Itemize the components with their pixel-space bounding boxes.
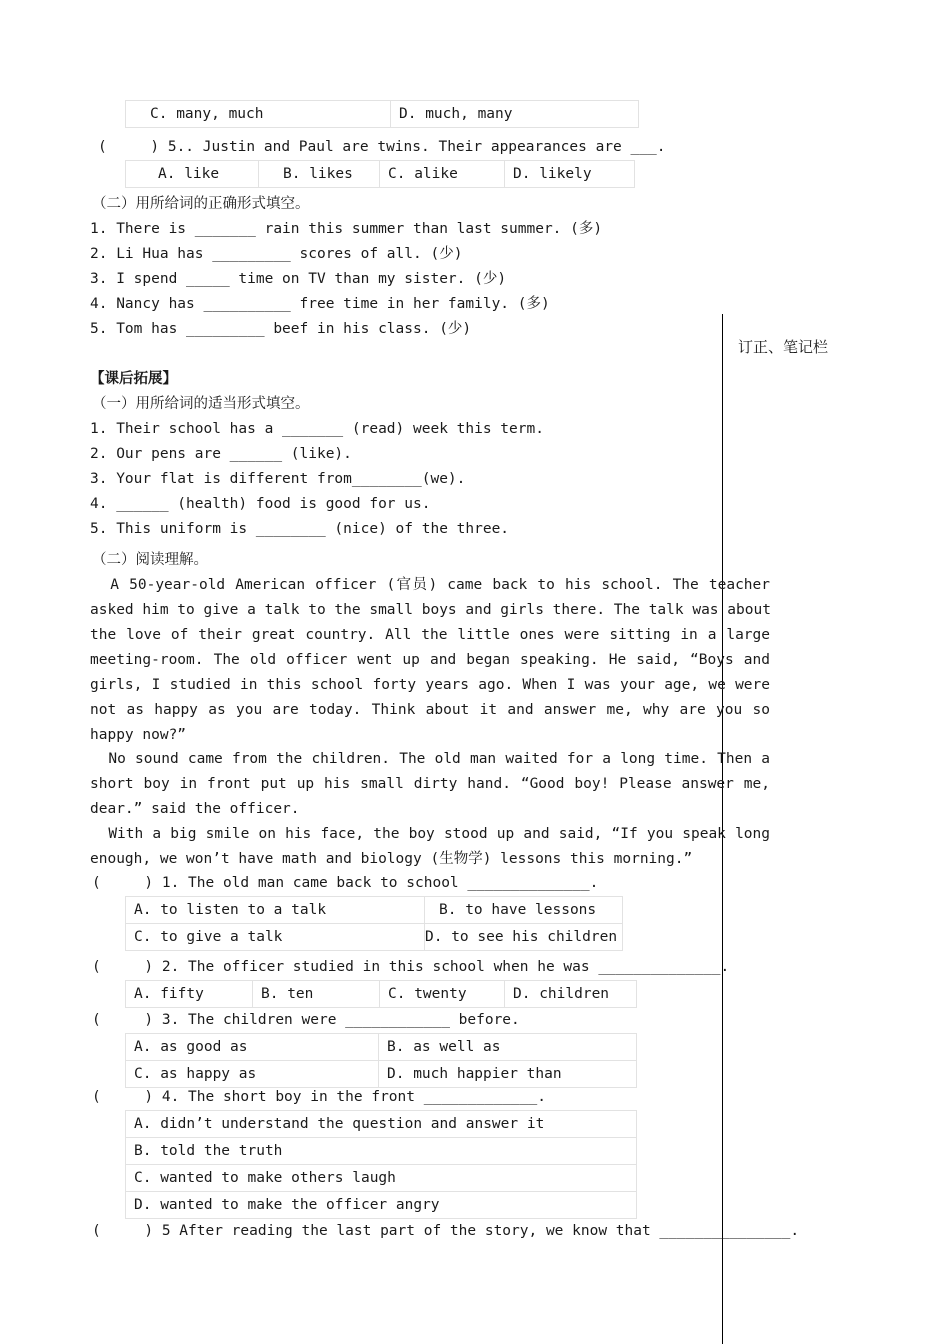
option-b: B. to have lessons [425,897,623,924]
option-c: C. twenty [380,981,505,1008]
question-3-stem: ( ) 3. The children were ____________ before. [92,1012,520,1028]
option-a: A. fifty [126,981,253,1008]
text-line: With a big smile on his face, the boy stood up and said, “If you speak long [90,826,770,842]
question-2-options [125,980,637,1008]
option-c: C. wanted to make others laugh [126,1165,637,1192]
list-item: 2. Li Hua has _________ scores of all. (少) [90,246,463,262]
question-4-stem: ( ) 4. The short boy in the front _____________. [92,1089,546,1105]
option-b: B. likes [259,161,380,188]
text-line: the love of their great country. All the little ones were sitting in a large [90,627,770,643]
list-item: 1. There is _______ rain this summer than last summer. (多) [90,221,603,237]
text-line: short boy in front put up his small dirty hand. “Good boy! Please answer me, [90,776,770,792]
option-a: A. didn’t understand the question and answer it [126,1111,637,1138]
question-1-options [125,896,623,951]
list-item: 2. Our pens are ______ (like). [90,446,352,462]
part-2-heading: （二）阅读理解。 [92,552,208,568]
text-line: not as happy as you are today. Think about it and answer me, why are you so [90,702,770,718]
section-2-heading: （二）用所给词的正确形式填空。 [92,196,310,212]
option-d: D. wanted to make the officer angry [126,1192,637,1219]
option-a: A. to listen to a talk [126,897,425,924]
question-5-stem: ( ) 5.. Justin and Paul are twins. Their appearances are ___. [98,139,666,155]
reading-paragraph-3 [90,822,770,872]
list-item: 3. Your flat is different from________(we). [90,471,466,487]
question-2-stem: ( ) 2. The officer studied in this school when he was ______________. [92,959,730,975]
option-b: B. told the truth [126,1138,637,1165]
text-line: dear.” said the officer. [90,801,300,817]
prev-question-options [125,100,639,128]
part-1-heading: （一）用所给词的适当形式填空。 [92,396,310,412]
reading-paragraph-2 [90,747,770,822]
option-c: C. alike [380,161,505,188]
reading-paragraph-1 [90,573,770,748]
notes-label: 订正、笔记栏 [738,338,829,356]
option-c: C. as happy as [126,1061,379,1088]
list-item: 3. I spend _____ time on TV than my sister. (少) [90,271,507,287]
list-item: 5. Tom has _________ beef in his class. (少) [90,321,472,337]
list-item: 4. Nancy has __________ free time in her family. (多) [90,296,550,312]
text-line: enough, we won’t have math and biology (生物学) lessons this morning.” [90,851,693,867]
question-5-options [125,160,635,188]
option-b: B. as well as [379,1034,637,1061]
list-item: 4. ______ (health) food is good for us. [90,496,431,512]
option-d: D. children [505,981,637,1008]
option-d: D. to see his children [425,924,623,951]
text-line: A 50-year-old American officer (官员) came back to his school. The teacher [90,577,770,593]
extension-title: 【课后拓展】 [90,371,177,387]
question-3-options [125,1033,637,1088]
option-a: A. as good as [126,1034,379,1061]
option-c: C. to give a talk [126,924,425,951]
option-d: D. likely [505,161,635,188]
text-line: meeting-room. The old officer went up and began speaking. He said, “Boys and [90,652,770,668]
option-b: B. ten [253,981,380,1008]
list-item: 5. This uniform is ________ (nice) of the three. [90,521,510,537]
text-line: girls, I studied in this school forty years ago. When I was your age, we were [90,677,770,693]
question-5b-stem: ( ) 5 After reading the last part of the story, we know that _______________. [92,1223,800,1239]
option-c: C. many, much [126,101,391,128]
question-4-options [125,1110,637,1219]
option-a: A. like [126,161,259,188]
question-1-stem: ( ) 1. The old man came back to school ______________. [92,875,599,891]
option-d: D. much happier than [379,1061,637,1088]
text-line: No sound came from the children. The old man waited for a long time. Then a [90,751,770,767]
option-d: D. much, many [391,101,639,128]
text-line: happy now?” [90,727,187,743]
text-line: asked him to give a talk to the small boys and girls there. The talk was about [90,602,771,618]
list-item: 1. Their school has a _______ (read) week this term. [90,421,544,437]
